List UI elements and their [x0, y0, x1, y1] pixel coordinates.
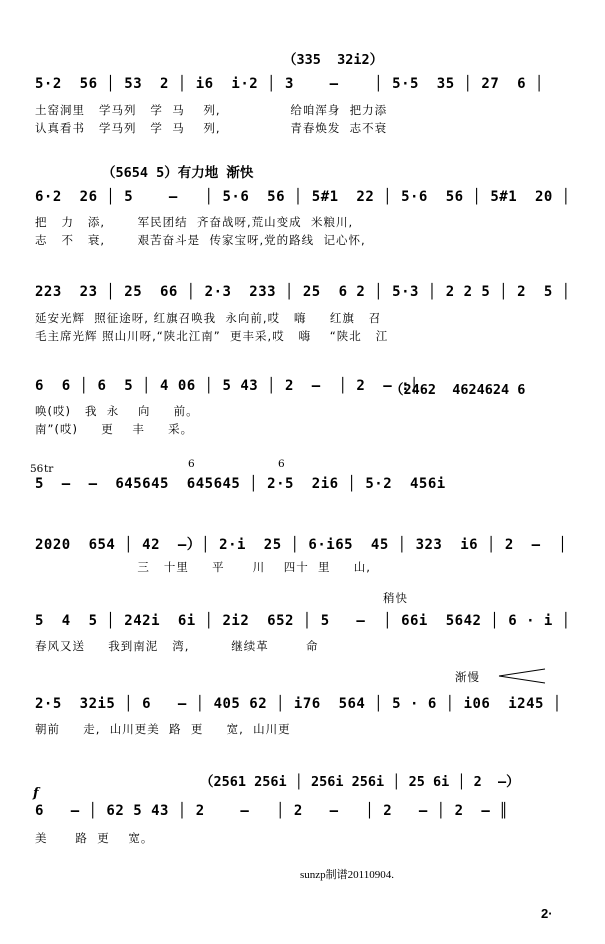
system-9-lyrics-1: 美 路 更 宽。	[35, 831, 154, 845]
system-2-interlude: （5654 5）有力地 渐快	[102, 165, 254, 181]
system-1-lyrics-2: 认真看书 学马列 学 马 列, 青春焕发 志不衰	[35, 121, 388, 135]
system-5-mark-56: 56	[30, 463, 44, 475]
system-5-mark-trill: tr	[44, 463, 54, 475]
system-5-mark-triplet-1: 6	[188, 458, 195, 470]
page-number: 2·	[541, 906, 553, 921]
system-1-notes: 5·2 56 │ 53 2 │ i6 i·2 │ 3 – │ 5·5 35 │ 27 6 │	[35, 76, 544, 92]
system-6-notes: 2020 654 │ 42 –）│ 2·i 25 │ 6·i65 45 │ 323 i6 │ 2 – │	[35, 537, 568, 553]
system-9-interlude: （2561 256i │ 256i 256i │ 25 6i │ 2 –）	[200, 774, 520, 790]
system-5-notes: 5 – – 645645 645645 │ 2·5 2i6 │ 5·2 456i	[35, 476, 446, 492]
system-6-lyrics-1: 三 十里 平 川 四十 里 山,	[35, 560, 371, 574]
system-2-lyrics-1: 把 力 添, 军民团结 齐奋战呀,荒山变成 米粮川,	[35, 215, 354, 229]
system-4-notes: 6 6 │ 6 5 │ 4 06 │ 5 43 │ 2 – │ 2 – :│	[35, 378, 419, 394]
system-4-interlude: （2462 4624624 6	[390, 382, 526, 398]
system-3-lyrics-1: 延安光辉 照征途呀, 红旗召唤我 永向前,哎 嗨 红旗 召	[35, 311, 382, 325]
arranger-credit: sunzp制谱20110904.	[300, 869, 395, 881]
system-1-interlude: （335 32i2）	[283, 52, 384, 68]
system-4-lyrics-1: 唤(哎) 我 永 向 前。	[35, 404, 199, 418]
system-9-notes: 6 – │ 62 5 43 │ 2 – │ 2 – │ 2 – │ 2 – ║	[35, 803, 509, 819]
system-1-lyrics-1: 土窑洞里 学马列 学 马 列, 给咱浑身 把力添	[35, 103, 388, 117]
system-7-lyrics-1: 春风又送 我到南泥 湾, 继续革 命	[35, 639, 319, 653]
system-2-lyrics-2: 志 不 衰, 艰苦奋斗是 传家宝呀,党的路线 记心怀,	[35, 233, 366, 247]
system-3-lyrics-2: 毛主席光辉 照山川呀,“陕北江南” 更丰采,哎 嗨 “陕北 江	[35, 329, 389, 343]
system-9-dynamic: f	[33, 786, 39, 801]
system-3-notes: 223 23 │ 25 66 │ 2·3 233 │ 25 6 2 │ 5·3 │ 2 2 5 │ 2 5 │	[35, 284, 571, 300]
system-8-notes: 2·5 32i5 │ 6 – │ 405 62 │ i76 564 │ 5 · 6 │ i06 i245 │	[35, 696, 562, 712]
system-7-notes: 5 4 5 │ 242i 6i │ 2i2 652 │ 5 – │ 66i 5642 │ 6 · i │	[35, 613, 571, 629]
system-4-lyrics-2: 南”(哎) 更 丰 采。	[35, 422, 194, 436]
decrescendo-hairpin-icon	[497, 666, 547, 686]
system-7-tempo-mark: 稍快	[383, 591, 408, 605]
system-8-lyrics-1: 朝前 走, 山川更美 路 更 宽, 山川更	[35, 722, 291, 736]
system-2-notes: 6·2 26 │ 5 – │ 5·6 56 │ 5#1 22 │ 5·6 56 │ 5#1 20 │	[35, 189, 571, 205]
system-5-mark-triplet-2: 6	[278, 458, 285, 470]
system-8-tempo-mark: 渐慢	[455, 670, 480, 684]
